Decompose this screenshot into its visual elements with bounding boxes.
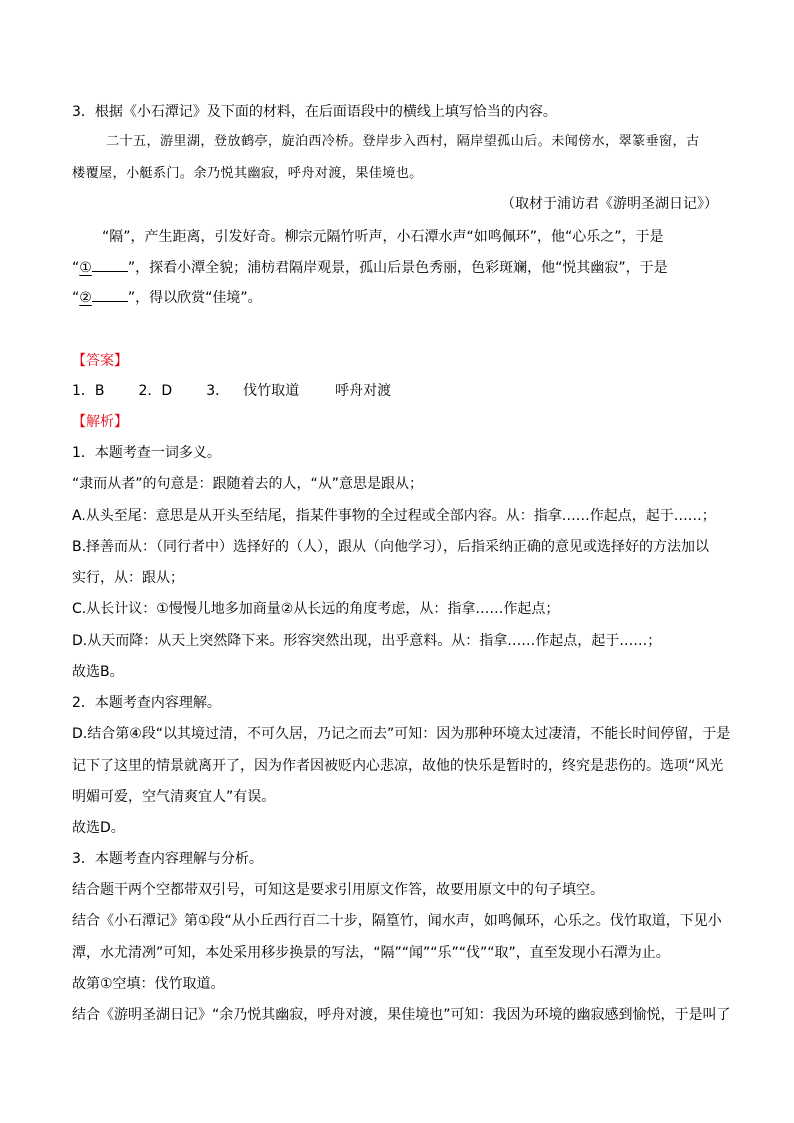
blank-2-mark: ② [79, 290, 92, 306]
analysis-line: D.结合第④段“以其境过清，不可久居，乃记之而去”可知：因为那种环境太过凄清，不能长时间停留，于是 [72, 726, 731, 742]
analysis-heading: 【解析】 [72, 414, 128, 430]
analysis-line: 结合《游明圣湖日记》“余乃悦其幽寂，呼舟对渡，果佳境也”可知：我因为环境的幽寂感到愉悦，于是叫了 [72, 1007, 731, 1023]
analysis-line: A.从头至尾：意思是从开头至结尾，指某件事物的全过程或全部内容。从：指拿……作起点，起于……； [72, 508, 716, 524]
analysis-line: 结合《小石潭记》第①段“从小丘西行百二十步，隔篁竹，闻水声，如鸣佩环，心乐之。伐竹取道，下见小 [72, 913, 722, 929]
material-line-1: 二十五，游里湖，登放鹤亭，旋泊西冷桥。登岸步入西村，隔岸望孤山后。未闻傍水，翠篆垂窗，古 [106, 134, 700, 149]
analysis-line: C.从长计议：①慢慢儿地多加商量②从长远的角度考虑，从：指拿……作起点； [72, 601, 560, 617]
passage-line-3: “② ”，得以欣赏“佳境”。 [72, 290, 262, 306]
analysis-line: 3．本题考查内容理解与分析。 [72, 851, 263, 867]
analysis-line: 记下了这里的情景就离开了，因为作者因被贬内心悲凉，故他的快乐是暂时的，终究是悲伤的。选项“风光 [72, 758, 724, 774]
analysis-line: 2．本题考查内容理解。 [72, 695, 221, 711]
analysis-line: 结合题干两个空都带双引号，可知这是要求引用原文作答，故要用原文中的句子填空。 [72, 882, 604, 898]
analysis-line: B.择善而从：（同行者中）选择好的（人），跟从（向他学习），后指采纳正确的意见或选择好的方法加以 [72, 539, 710, 555]
answer-line: 1．B 2．D 3． 伐竹取道 呼舟对渡 [72, 383, 392, 399]
blank-1-mark: ① [79, 260, 92, 276]
analysis-line: 明媚可爱，空气清爽宜人”有误。 [72, 789, 276, 805]
question-stem: 3．根据《小石潭记》及下面的材料，在后面语段中的横线上填写恰当的内容。 [72, 104, 557, 120]
material-source: （取材于浦访君《游明圣湖日记》） [501, 196, 718, 212]
analysis-line: 潭，水尤清冽”可知，本处采用移步换景的写法，“隔”“闻”“乐”“伐”“取”，直至发现小石潭为止。 [72, 945, 670, 961]
analysis-line: 故第①空填：伐竹取道。 [72, 976, 225, 992]
blank-1-line [92, 258, 128, 272]
blank-2-line [92, 288, 128, 302]
analysis-line: 故选B。 [72, 664, 124, 680]
material-line-2: 楼覆屋，小艇系门。余乃悦其幽寂，呼舟对渡，果佳境也。 [72, 166, 423, 181]
analysis-line: 1．本题考查一词多义。 [72, 445, 221, 461]
analysis-line: 故选D。 [72, 820, 125, 836]
analysis-line: 实行，从：跟从； [72, 570, 184, 586]
answer-heading: 【答案】 [72, 353, 128, 369]
analysis-line: “隶而从者”的句意是：跟随着去的人，“从”意思是跟从； [72, 476, 424, 492]
passage-line-2: “① ”，探看小潭全貌；浦枋君隔岸观景，孤山后景色秀丽，色彩斑斓，他“悦其幽寂”，于是 [72, 260, 668, 276]
analysis-line: D.从天而降：从天上突然降下来。形容突然出现，出乎意料。从：指拿……作起点，起于……； [72, 633, 662, 649]
passage-line-1: “隔”，产生距离，引发好奇。柳宗元隔竹听声，小石潭水声“如鸣佩环”，他“心乐之”，于是 [102, 229, 664, 245]
